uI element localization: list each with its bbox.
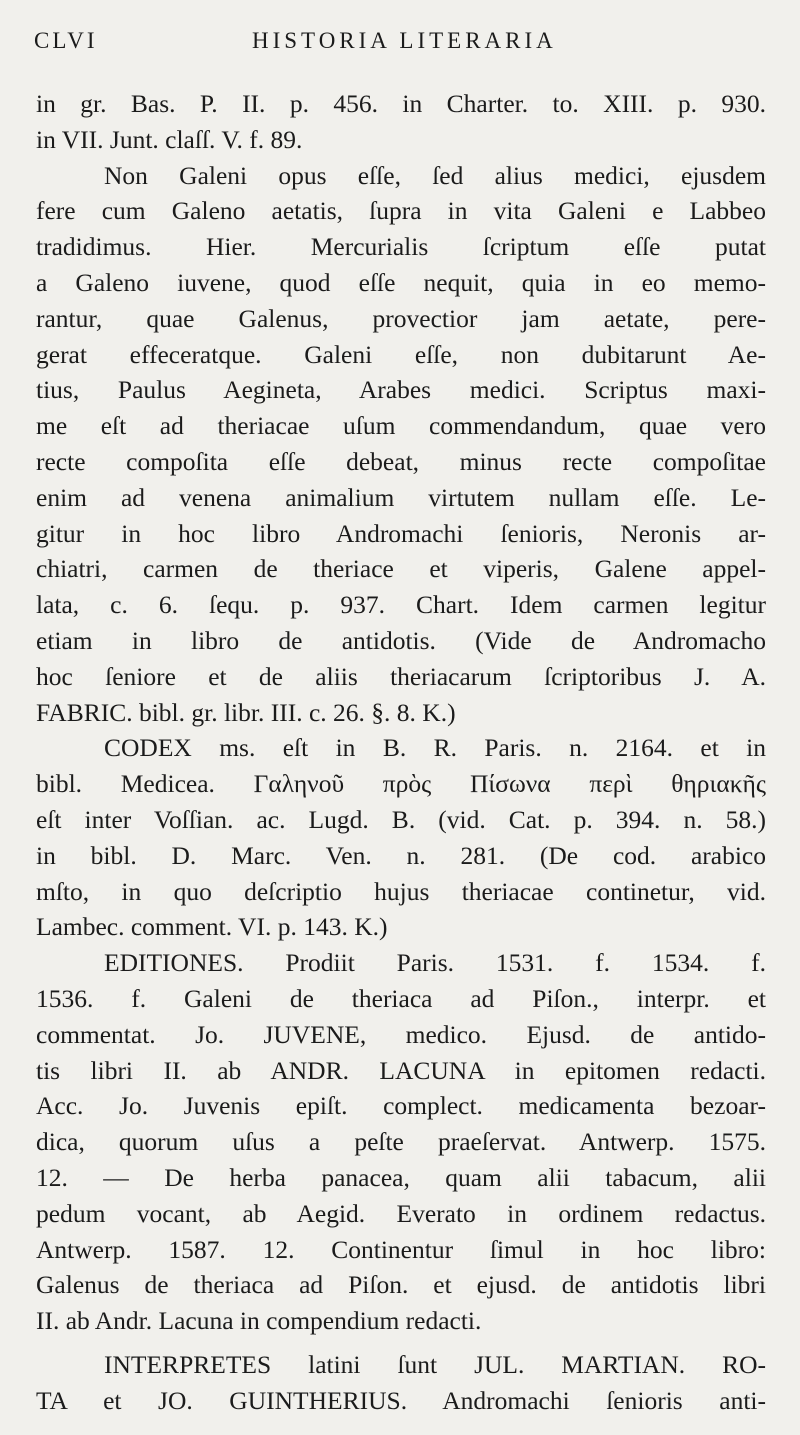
text-line: tradidimus. Hier. Mercurialis ſcriptum eſſe putat (36, 232, 766, 262)
text-line: in bibl. D. Marc. Ven. n. 281. (De cod. arabico (36, 840, 766, 870)
text-line: CODEX ms. eſt in B. R. Paris. n. 2164. et in (104, 733, 766, 763)
text-line: Non Galeni opus eſſe, ſed alius medici, ejusdem (104, 160, 766, 190)
text-line: Galenus de theriaca ad Piſon. et ejusd. de antidotis libri (36, 1270, 766, 1300)
text-line: II. ab Andr. Lacuna in compendium redacti. (36, 1306, 482, 1336)
text-line: fere cum Galeno aetatis, ſupra in vita Galeni e Labbeo (36, 196, 766, 226)
text-line: bibl. Medicea. Γαληνοῦ πρὸς Πίσωνα περὶ θηριακῆς (36, 769, 766, 799)
text-line: lata, c. 6. ſequ. p. 937. Chart. Idem carmen legitur (36, 590, 766, 620)
text-line: dica, quorum uſus a peſte praeſervat. Antwerp. 1575. (36, 1127, 766, 1157)
page-header (34, 28, 780, 64)
text-line: gerat effeceratque. Galeni eſſe, non dubitarunt Ae- (36, 339, 766, 369)
text-line: tius, Paulus Aegineta, Arabes medici. Scriptus maxi- (36, 375, 766, 405)
text-line: INTERPRETES latini ſunt JUL. MARTIAN. RO- (104, 1349, 766, 1379)
text-line: commentat. Jo. JUVENE, medico. Ejusd. de antido- (36, 1019, 766, 1049)
text-line: Lambec. comment. VI. p. 143. K.) (36, 912, 388, 942)
text-line: 1536. f. Galeni de theriaca ad Piſon., interpr. et (36, 983, 766, 1013)
text-line: a Galeno iuvene, quod eſſe nequit, quia in eo memo- (36, 267, 766, 297)
text-line: TA et JO. GUINTHERIUS. Andromachi ſenioris anti- (36, 1385, 766, 1415)
text-line: enim ad venena animalium virtutem nullam eſſe. Le- (36, 482, 766, 512)
text-line: rantur, quae Galenus, provectior jam aetate, pere- (36, 303, 766, 333)
text-line: Acc. Jo. Juvenis epiſt. complect. medicamenta bezoar- (36, 1091, 766, 1121)
running-title: HISTORIA LITERARIA (252, 28, 557, 53)
text-line: chiatri, carmen de theriace et viperis, Galene appel- (36, 554, 766, 584)
text-line: me eſt ad theriacae uſum commendandum, quae vero (36, 411, 766, 441)
text-line: in gr. Bas. P. II. p. 456. in Charter. to. XIII. p. 930. (36, 89, 766, 118)
text-line: tis libri II. ab ANDR. LACUNA in epitomen redacti. (36, 1055, 766, 1085)
text-line: recte compoſita eſſe debeat, minus recte compoſitae (36, 446, 766, 476)
body-text (36, 86, 766, 1418)
page-number: CLVI (34, 28, 98, 53)
text-line: FABRIC. bibl. gr. libr. III. c. 26. §. 8. K.) (36, 697, 456, 727)
text-line: in VII. Junt. claſſ. V. f. 89. (36, 124, 303, 154)
text-line: pedum vocant, ab Aegid. Everato in ordinem redactus. (36, 1198, 766, 1228)
text-line: mſto, in quo deſcriptio hujus theriacae continetur, vid. (36, 876, 766, 906)
text-line: eſt inter Voſſian. ac. Lugd. B. (vid. Cat. p. 394. n. 58.) (36, 804, 766, 834)
text-line: hoc ſeniore et de aliis theriacarum ſcriptoribus J. A. (36, 661, 766, 691)
text-line: etiam in libro de antidotis. (Vide de Andromacho (36, 625, 766, 655)
text-line: Antwerp. 1587. 12. Continentur ſimul in hoc libro: (36, 1234, 766, 1264)
text-line: gitur in hoc libro Andromachi ſenioris, Neronis ar- (36, 518, 766, 548)
text-line: 12. — De herba panacea, quam alii tabacum, alii (36, 1162, 766, 1192)
text-line: EDITIONES. Prodiit Paris. 1531. f. 1534. f. (104, 948, 766, 978)
